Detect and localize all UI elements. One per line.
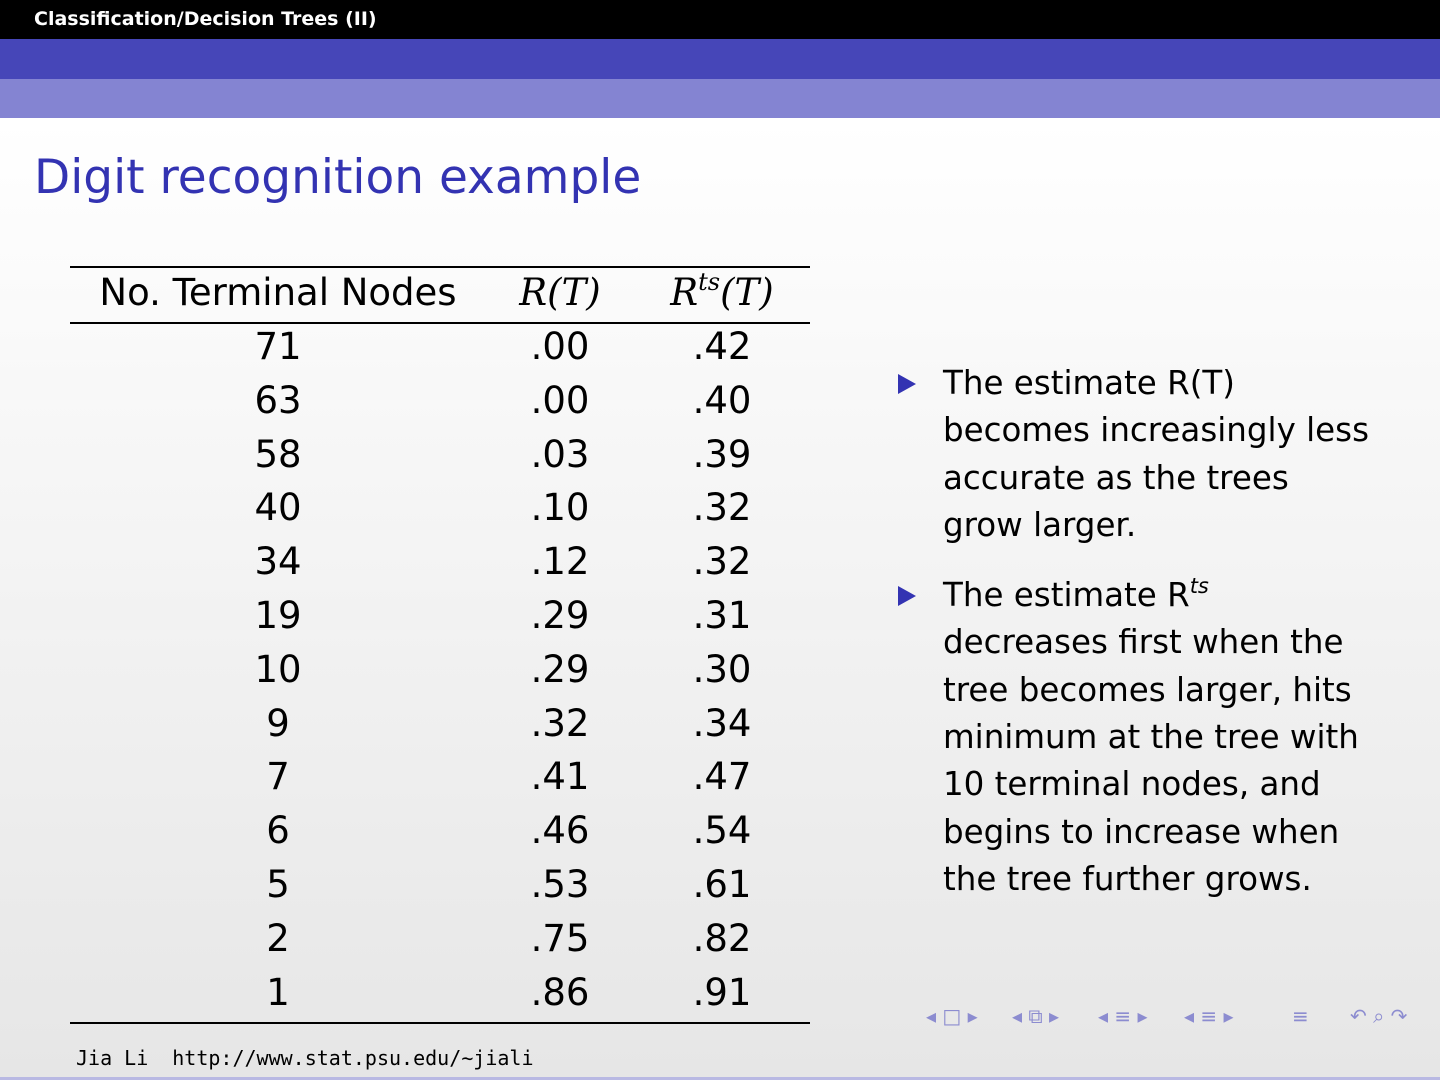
cell-nodes: 34 — [254, 540, 302, 584]
table-row — [70, 487, 810, 541]
cell-rts: .47 — [692, 755, 752, 799]
table-row — [70, 756, 810, 810]
cell-nodes: 40 — [254, 486, 302, 530]
header-r-t: R(T) — [519, 271, 601, 314]
section-title: Classification/Decision Trees (II) — [34, 8, 377, 30]
nav-align-icon[interactable]: ≡ — [1292, 1004, 1309, 1028]
nav-subsection-icon[interactable]: ◂ ≡ ▸ — [1098, 1004, 1148, 1028]
triangle-bullet-icon — [898, 586, 916, 606]
cell-rts: .31 — [692, 593, 752, 637]
header-terminal-nodes: No. Terminal Nodes — [99, 271, 457, 314]
slide-title: Digit recognition example — [34, 150, 642, 205]
header-band-light — [0, 79, 1440, 118]
bullet-line: The estimate R(T) — [943, 364, 1235, 402]
bullet-line: begins to increase when — [943, 812, 1340, 851]
bullet-line: 10 terminal nodes, and — [943, 765, 1321, 804]
table-header — [70, 268, 810, 320]
table-header-rule — [70, 322, 810, 324]
cell-r: .75 — [530, 916, 590, 960]
table-row — [70, 810, 810, 864]
bullet-list — [898, 360, 1398, 926]
bullet-sup: ts — [1189, 574, 1209, 599]
cell-nodes: 9 — [266, 701, 290, 745]
bullet-line: minimum at the tree with — [943, 718, 1359, 757]
cell-nodes: 1 — [266, 970, 290, 1014]
nav-slide-icon[interactable]: ◂ ⧉ ▸ — [1012, 1004, 1060, 1028]
cell-r: .03 — [530, 432, 590, 476]
cell-r: .41 — [530, 755, 590, 799]
bullet-line: grow larger. — [943, 505, 1137, 544]
bullet-line: the tree further grows. — [943, 859, 1312, 898]
cell-rts: .34 — [692, 701, 752, 745]
beamer-navigation — [926, 1004, 1426, 1032]
table-row — [70, 541, 810, 595]
cell-nodes: 2 — [266, 916, 290, 960]
table-row — [70, 326, 810, 380]
header-rts-sup: ts — [698, 268, 721, 296]
table-row — [70, 649, 810, 703]
table-row — [70, 864, 810, 918]
cell-r: .53 — [530, 862, 590, 906]
cell-nodes: 7 — [266, 755, 290, 799]
footer — [76, 1046, 533, 1070]
cell-r: .12 — [530, 540, 590, 584]
cell-rts: .39 — [692, 432, 752, 476]
cell-nodes: 19 — [254, 593, 302, 637]
cell-rts: .30 — [692, 647, 752, 691]
header-rts-arg: (T) — [720, 271, 774, 314]
cell-nodes: 63 — [254, 378, 302, 422]
cell-r: .46 — [530, 809, 590, 853]
table-row — [70, 434, 810, 488]
triangle-bullet-icon — [898, 374, 916, 394]
header-bar — [0, 0, 1440, 39]
header-rts-t — [634, 268, 810, 318]
cell-r: .10 — [530, 486, 590, 530]
cell-r: .29 — [530, 647, 590, 691]
cell-r: .00 — [530, 325, 590, 368]
nav-search-icon[interactable]: ↶ ⌕ ↷ — [1350, 1004, 1408, 1028]
cell-nodes: 71 — [254, 325, 302, 368]
table-body — [70, 326, 810, 1025]
bullet-line: tree becomes larger, hits — [943, 670, 1352, 709]
cell-rts: .32 — [692, 540, 752, 584]
cell-rts: .61 — [692, 862, 752, 906]
nav-frame-icon[interactable]: ◂ □ ▸ — [926, 1004, 978, 1028]
header-rts-base: R — [670, 271, 699, 314]
bullet-item — [898, 360, 1398, 549]
cell-rts: .91 — [692, 970, 752, 1014]
cell-nodes: 10 — [254, 647, 302, 691]
cell-r: .32 — [530, 701, 590, 745]
table-row — [70, 380, 810, 434]
cell-r: .29 — [530, 593, 590, 637]
bullet-line: becomes increasingly less — [943, 411, 1370, 450]
table-row — [70, 703, 810, 757]
table-row — [70, 918, 810, 972]
cell-nodes: 5 — [266, 862, 290, 906]
bullet-line: The estimate R — [943, 576, 1190, 615]
bullet-line-with-sup — [943, 572, 1398, 619]
table-bottom-rule — [70, 1022, 810, 1024]
footer-author: Jia Li — [76, 1046, 149, 1070]
cell-nodes: 58 — [254, 432, 302, 476]
footer-url: http://www.stat.psu.edu/∼jiali — [172, 1046, 534, 1070]
table-row — [70, 595, 810, 649]
cell-rts: .42 — [692, 325, 752, 368]
cell-r: .86 — [530, 970, 590, 1014]
cell-rts: .40 — [692, 378, 752, 422]
header-band-dark — [0, 39, 1440, 79]
bullet-line: accurate as the trees — [943, 458, 1289, 497]
bullet-item — [898, 572, 1398, 903]
cell-rts: .82 — [692, 916, 752, 960]
cell-nodes: 6 — [266, 809, 290, 853]
cell-rts: .54 — [692, 809, 752, 853]
nav-section-icon[interactable]: ◂ ≡ ▸ — [1184, 1004, 1234, 1028]
cell-r: .00 — [530, 378, 590, 422]
table-row — [70, 972, 810, 1026]
cell-rts: .32 — [692, 486, 752, 530]
bullet-line: decreases first when the — [943, 623, 1344, 662]
